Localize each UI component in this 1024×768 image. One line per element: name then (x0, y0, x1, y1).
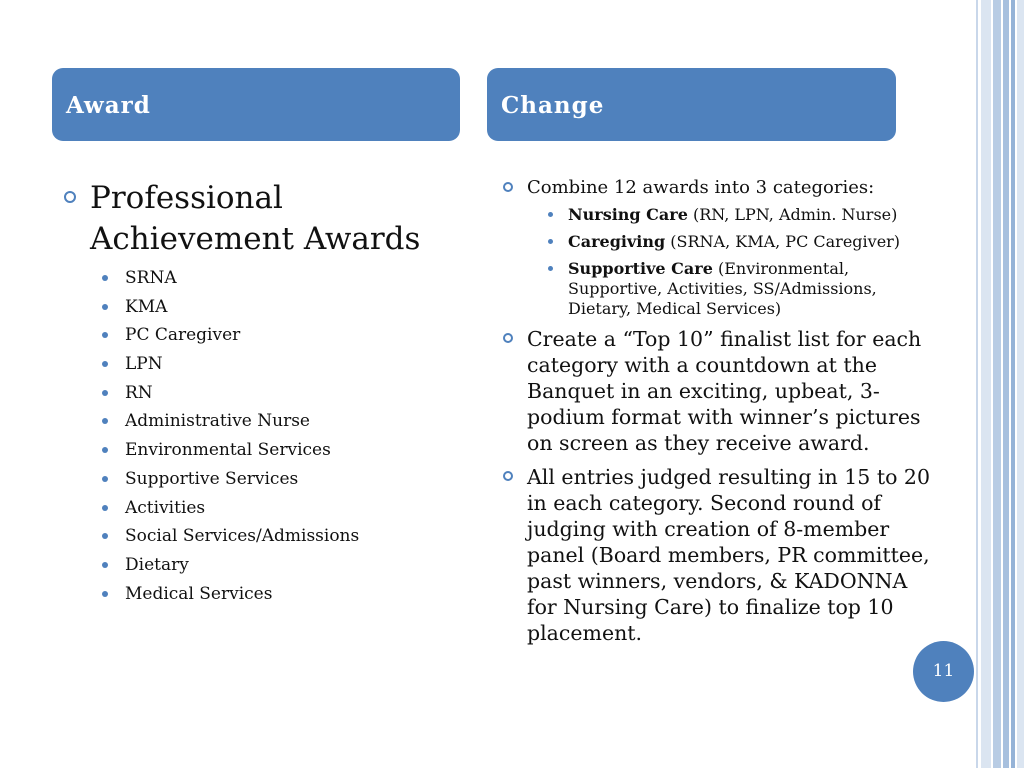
category-name: Supportive Care (568, 259, 713, 278)
bullet-dot-icon (102, 304, 108, 310)
bullet-dot-icon (102, 591, 108, 597)
list-item (102, 297, 462, 317)
page-number: 11 (932, 661, 955, 681)
bullet-dot-icon (102, 476, 108, 482)
category-detail: (Environmental, Supportive, Activities, SS/Admissions, Dietary, Medical Services) (568, 259, 877, 318)
bullet-dot-icon (102, 418, 108, 424)
award-category: Activities (125, 497, 206, 518)
list-item (502, 177, 942, 319)
decor-stripe (981, 0, 991, 768)
award-title: Professional Achievement Awards (90, 180, 421, 257)
bullet-dot-icon (102, 533, 108, 539)
list-item (102, 354, 462, 374)
award-category: Supportive Services (125, 468, 299, 489)
award-category: RN (125, 382, 153, 403)
list-item (102, 555, 462, 575)
category-name: Caregiving (568, 232, 666, 251)
circle-bullet-icon (503, 471, 513, 481)
decor-stripe (993, 0, 1001, 768)
award-header-label: Award (66, 92, 151, 119)
award-category: Environmental Services (125, 440, 331, 461)
list-item (102, 584, 462, 604)
list-item (102, 526, 462, 546)
bullet-dot-icon (102, 361, 108, 367)
list-item (543, 259, 942, 319)
change-list (502, 177, 942, 646)
list-item (102, 440, 462, 460)
list-item (102, 325, 462, 345)
award-header (52, 68, 460, 141)
list-item (102, 383, 462, 403)
list-item (62, 178, 462, 260)
list-item (102, 268, 462, 288)
decor-stripe (1017, 0, 1024, 768)
change-header-label: Change (501, 92, 605, 119)
category-detail: (SRNA, KMA, PC Caregiver) (665, 232, 901, 251)
circle-bullet-icon (503, 333, 513, 343)
list-item (543, 205, 942, 225)
change-header (487, 68, 896, 141)
award-category: SRNA (125, 268, 177, 288)
circle-bullet-icon (64, 191, 76, 203)
decor-stripe (1003, 0, 1009, 768)
bullet-dot-icon (102, 562, 108, 568)
award-category: Administrative Nurse (125, 411, 310, 432)
award-category: PC Caregiver (125, 325, 241, 346)
category-name: Nursing Care (568, 205, 688, 224)
list-item (102, 411, 462, 431)
change-bullet-text: Combine 12 awards into 3 categories: (527, 177, 875, 198)
bullet-dot-icon (102, 275, 108, 281)
award-category: Dietary (125, 554, 189, 575)
change-column (502, 177, 942, 646)
bullet-dot-icon (102, 505, 108, 511)
award-list (62, 178, 462, 260)
award-category: KMA (125, 296, 168, 317)
award-category: LPN (125, 354, 163, 375)
award-category: Social Services/Admissions (125, 526, 360, 547)
page-number-badge (913, 641, 974, 702)
bullet-dot-icon (548, 239, 553, 244)
award-category: Medical Services (125, 583, 273, 604)
award-column (62, 178, 462, 612)
bullet-dot-icon (548, 212, 553, 217)
change-bullet-text: Create a “Top 10” finalist list for each category with a countdown at the Banquet in an exciting, upbeat, 3-podium format with winner’s pictures on screen as they receive award. (527, 327, 922, 455)
list-item (502, 464, 942, 646)
bullet-dot-icon (548, 266, 553, 271)
decor-stripe (976, 0, 978, 768)
bullet-dot-icon (102, 390, 108, 396)
award-category-list (102, 268, 462, 604)
bullet-dot-icon (102, 332, 108, 338)
decor-stripe (1011, 0, 1015, 768)
list-item (543, 232, 942, 252)
change-bullet-text: All entries judged resulting in 15 to 20 in each category. Second round of judging with creation of 8-member panel (Board members, PR committee, past winners, vendors, & KADONNA for Nursing Care) to finalize top 10 placement. (527, 465, 931, 645)
category-detail: (RN, LPN, Admin. Nurse) (687, 205, 898, 224)
bullet-dot-icon (102, 447, 108, 453)
circle-bullet-icon (503, 182, 513, 192)
list-item (102, 498, 462, 518)
list-item (102, 469, 462, 489)
category-list (543, 205, 942, 319)
list-item (502, 326, 942, 456)
